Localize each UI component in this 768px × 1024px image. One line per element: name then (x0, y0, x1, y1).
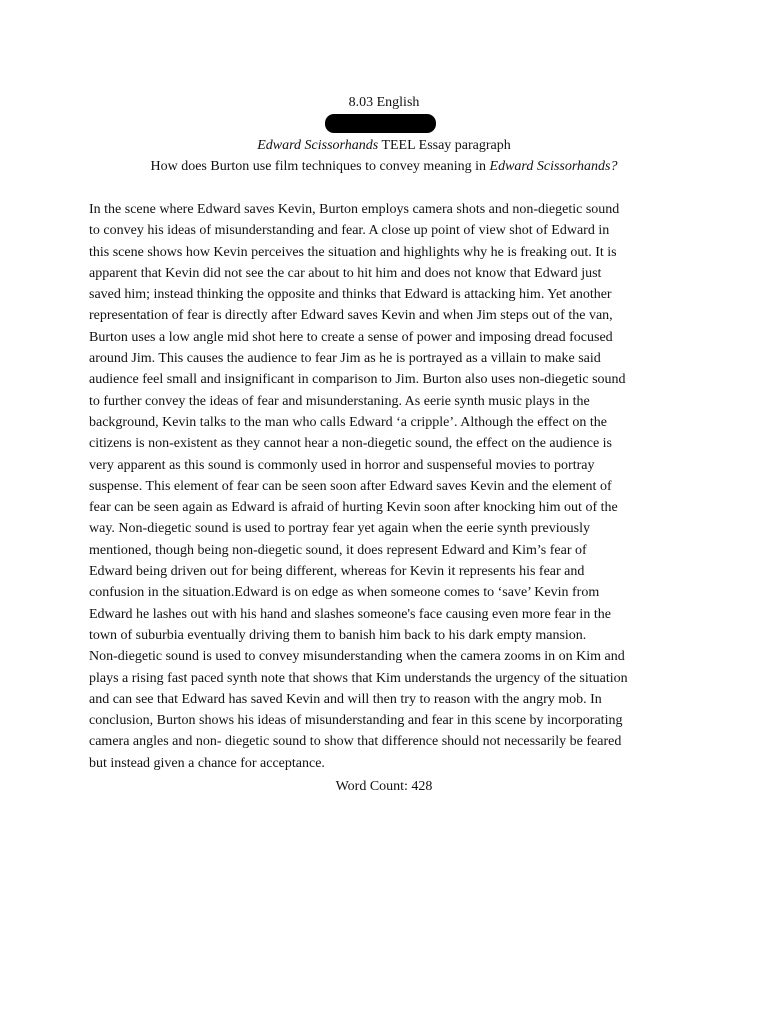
paragraph-line: representation of fear is directly after Edward saves Kevin and when Jim steps out of the van, (89, 308, 613, 324)
essay-title (0, 135, 768, 156)
paragraph-line: way. Non-diegetic sound is used to portray fear yet again when the eerie synth previously (89, 521, 590, 537)
paragraph-line: to convey his ideas of misunderstanding and fear. A close up point of view shot of Edward in (89, 223, 610, 239)
paragraph-line: suspense. This element of fear can be seen soon after Edward saves Kevin and the element of (89, 478, 612, 494)
paragraph-line: background, Kevin talks to the man who calls Edward ‘a cripple’. Although the effect on the (89, 414, 607, 430)
paragraph-line: to further convey the ideas of fear and misunderstaning. As eerie synth music plays in the (89, 393, 590, 409)
essay-question (0, 156, 768, 177)
paragraph-line: Edward being driven out for being different, whereas for Kevin it represents his fear and (89, 564, 585, 580)
redaction-block (325, 114, 436, 133)
paragraph-line: around Jim. This causes the audience to fear Jim as he is portrayed as a villain to make said (89, 351, 601, 367)
word-count: Word Count: 428 (335, 779, 433, 794)
essay-title-rest: TEEL Essay paragraph (378, 138, 511, 153)
paragraph-line: audience feel small and insignificant in comparison to Jim. Burton also uses non-diegetic sound (89, 372, 626, 388)
paragraph-line: mentioned, though being non-diegetic sound, it does represent Edward and Kim’s fear of (89, 542, 587, 558)
paragraph-line: and can see that Edward has saved Kevin and will then try to reason with the angry mob. In (89, 691, 602, 707)
essay-question-text: How does Burton use film techniques to convey meaning in (150, 159, 490, 174)
paragraph-line: very apparent as this sound is commonly used in horror and suspenseful movies to portray (89, 457, 595, 473)
paragraph-line: confusion in the situation.Edward is on edge as when someone comes to ‘save’ Kevin from (89, 585, 600, 601)
paragraph-line: camera angles and non- diegetic sound to show that difference should not necessarily be feared (89, 734, 622, 750)
paragraph-line: conclusion, Burton shows his ideas of misunderstanding and fear in this scene by incorporating (89, 713, 623, 729)
paragraph-line: citizens is non-existent as they cannot hear a non-diegetic sound, the effect on the audience is (89, 436, 613, 452)
paragraph-line: saved him; instead thinking the opposite and thinks that Edward is attacking him. Yet another (89, 287, 612, 303)
paragraph-line: Non-diegetic sound is used to convey misunderstanding when the camera zooms in on Kim and (89, 649, 625, 665)
essay-question-film-title: Edward Scissorhands? (489, 159, 618, 174)
paragraph-line: In the scene where Edward saves Kevin, Burton employs camera shots and non-diegetic sound (89, 202, 620, 217)
paragraph-line: Edward he lashes out with his hand and slashes someone's face causing even more fear in the (89, 606, 611, 622)
film-title: Edward Scissorhands (257, 138, 379, 153)
paragraph-line: apparent that Kevin did not see the car about to hit him and does not know that Edward just (89, 265, 602, 281)
paragraph-line: but instead given a chance for acceptance. (89, 755, 325, 771)
course-heading: 8.03 English (348, 95, 420, 110)
paragraph-line: Burton uses a low angle mid shot here to create a sense of power and imposing dread focused (89, 329, 613, 345)
paragraph-line: town of suburbia eventually driving them to banish him back to his dark empty mansion. (89, 627, 587, 643)
essay-paragraph (89, 199, 677, 774)
paragraph-line: fear can be seen again as Edward is afraid of hurting Kevin soon after knocking him out of the (89, 500, 618, 516)
paragraph-line: plays a rising fast paced synth note that shows that Kim understands the urgency of the situation (89, 670, 628, 686)
paragraph-line: this scene shows how Kevin perceives the situation and highlights why he is freaking out. It is (89, 244, 617, 260)
